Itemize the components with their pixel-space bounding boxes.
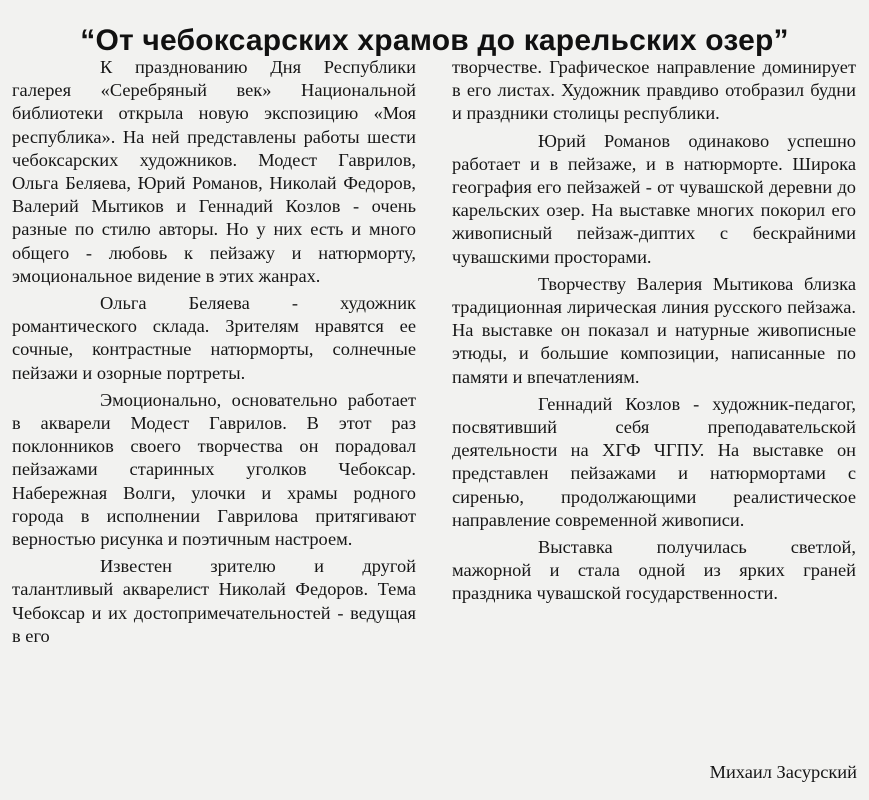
author-signature: Михаил Засурский — [709, 762, 857, 782]
paragraph-belyaeva: Ольга Беляева - художник романтического склада. Зрителям нравятся ее сочные, контрастные натюрморты, солнечные пейзажи и озорные портреты. — [12, 293, 416, 383]
paragraph-conclusion: Выставка получилась светлой, мажорной и стала одной из ярких граней праздника чувашской государственности. — [452, 537, 856, 604]
article-column-left — [12, 56, 416, 652]
article-column-right — [452, 56, 856, 610]
paragraph-kozlov: Геннадий Козлов - художник-педагог, посвятивший себя преподавательской деятельности на ХГФ ЧГПУ. На выставке он представлен пейзажами и натюрмортами с сиренью, продолжающими реалистическое направление современной живописи. — [452, 393, 856, 530]
paragraph-fedorov: Известен зрителю и другой талантливый акварелист Николай Федоров. Тема Чебоксар и их достопримечательностей - ведущая в его — [12, 556, 416, 646]
paragraph-intro: К празднованию Дня Республики галерея «Серебряный век» Национальной библиотеки открыла новую экспозицию «Моя республика». На ней представлены работы шести чебоксарских художников. Модест Гаврилов, Ольга Беляева, Юрий Романов, Николай Федоров, Валерий Мытиков и Геннадий Козлов - очень разные по стилю авторы. Но у них есть и много общего - любовь к пейзажу и натюрморту, эмоциональное видение в этих жанрах. — [12, 57, 416, 286]
paragraph-mytikov: Творчеству Валерия Мытикова близка традиционная лирическая линия русского пейзажа. На выставке он показал и натурные живописные этюды, и большие композиции, написанные по памяти и впечатлениям. — [452, 273, 856, 387]
paragraph-gavrilov: Эмоционально, основательно работает в акварели Модест Гаврилов. В этот раз поклонников своего творчества он порадовал пейзажами старинных уголков Чебоксар. Набережная Волги, улочки и храмы родного города в исполнении Гаврилова притягивают верностью рисунка и поэтичным настроем. — [12, 389, 416, 550]
paragraph-fedorov-continued: творчестве. Графическое направление доминирует в его листах. Художник правдиво отобразил будни и праздники столицы республики. — [452, 57, 856, 124]
paragraph-romanov: Юрий Романов одинаково успешно работает и в пейзаже, и в натюрморте. Широка география его пейзажей - от чувашской деревни до карельских озер. На выставке многих покорил его живописный пейзаж-диптих с бескрайними чувашскими просторами. — [452, 130, 856, 267]
article-headline: “От чебоксарских храмов до карельских озер” — [80, 24, 789, 58]
